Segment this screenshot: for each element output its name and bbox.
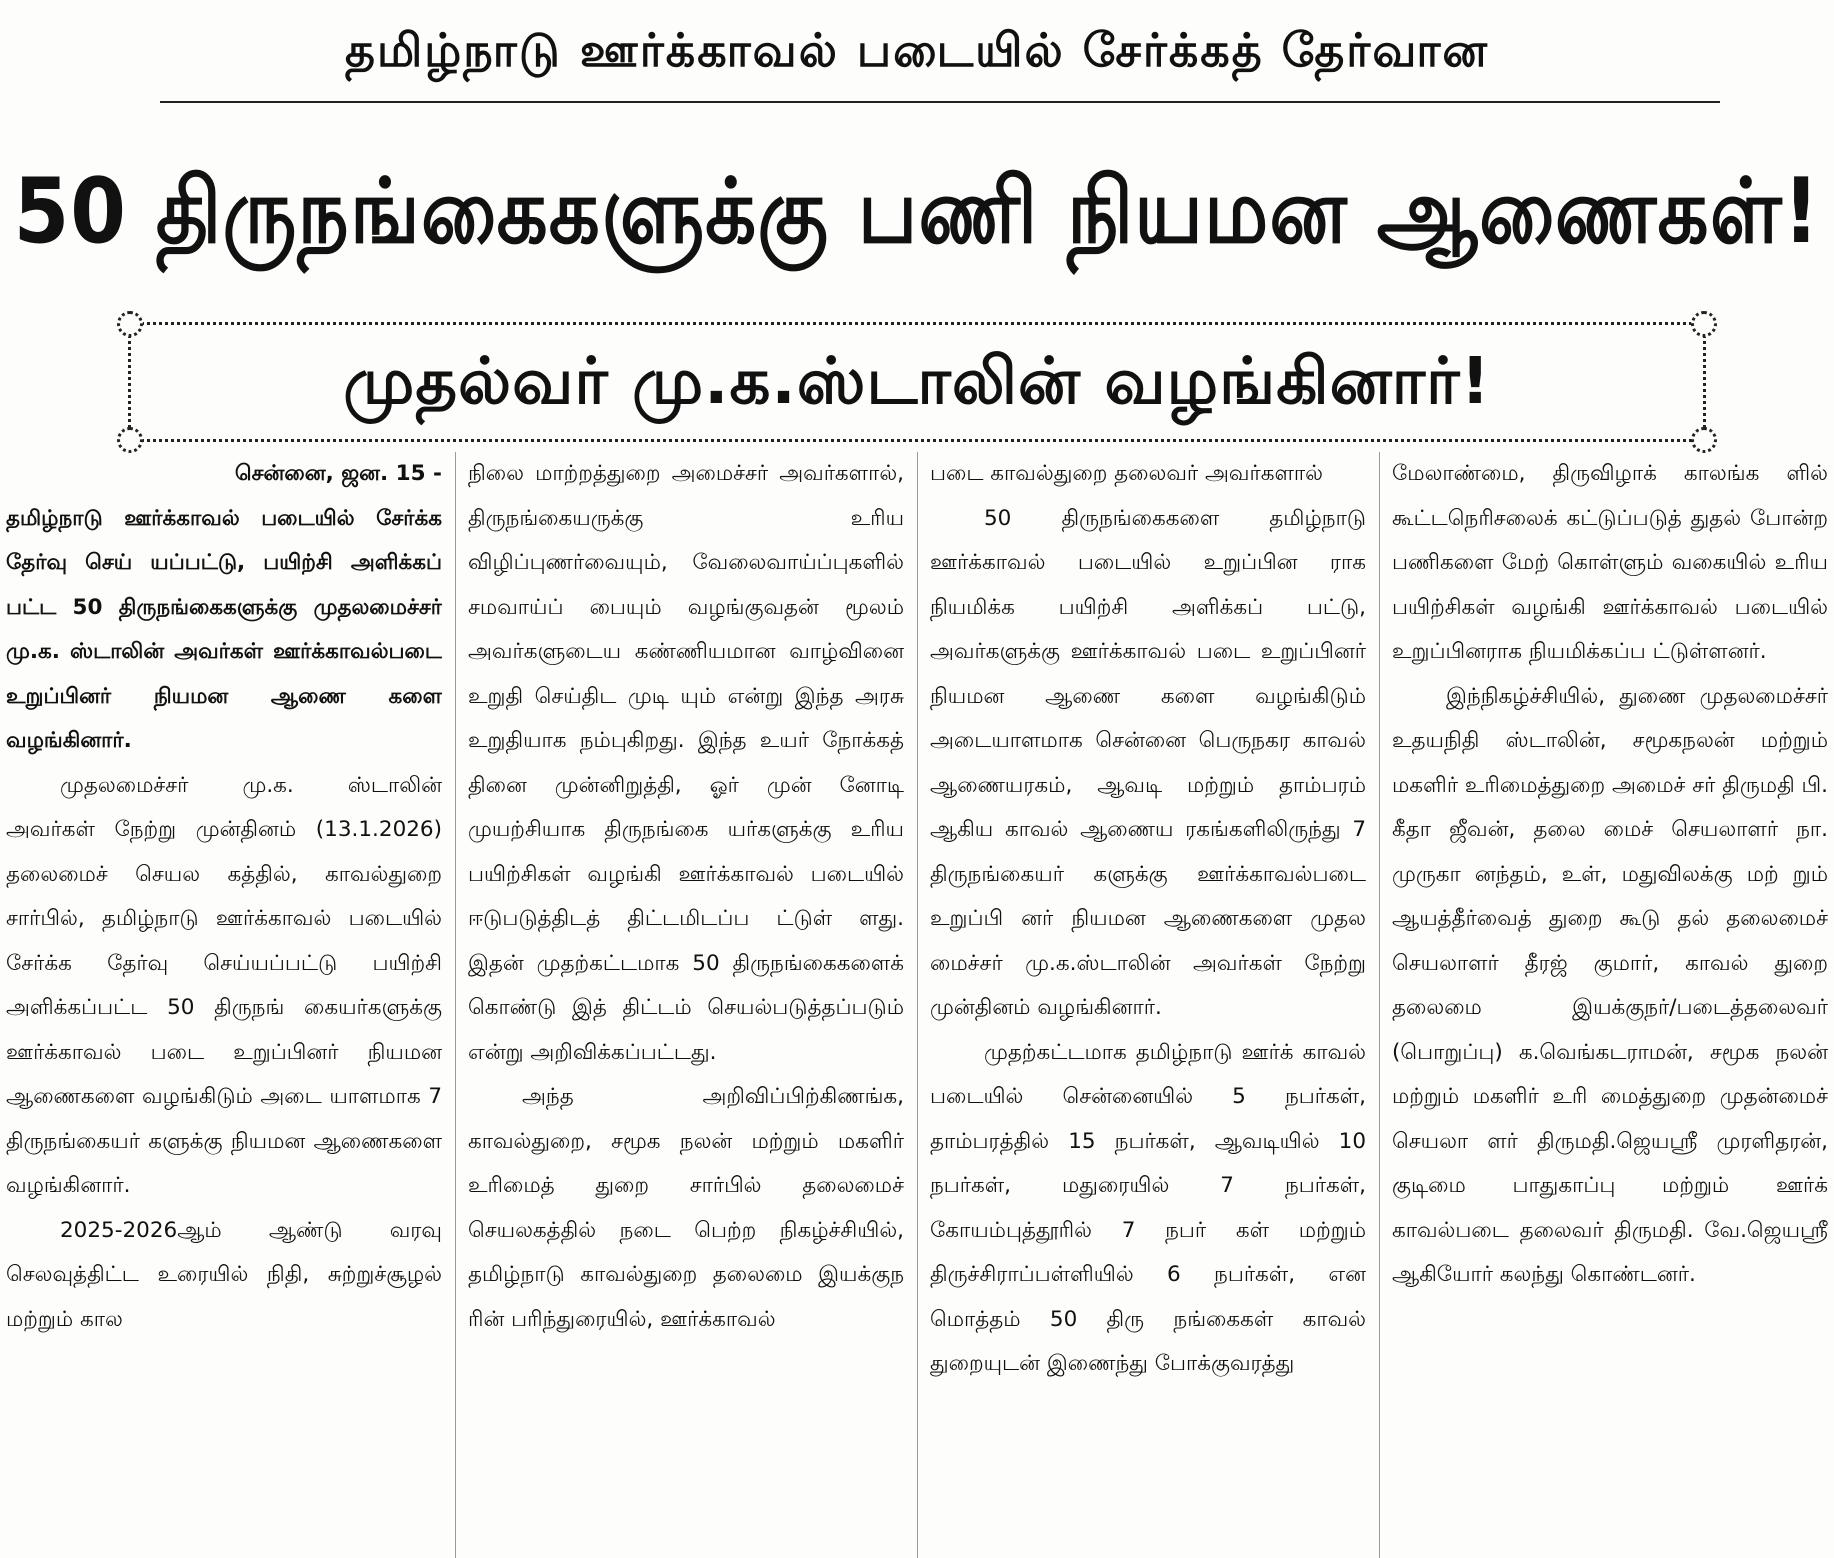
paragraph: இந்நிகழ்ச்சியில், துணை முதலமைச்சர் உதயநிதி ஸ்டாலின், சமூகநலன் மற்றும் மகளிர் உரிமைத்துறை அமைச் சர் திருமதி பி. கீதா ஜீவன், தலை மைச் செயலாளர் நா. முருகா னந்தம், உள், மதுவிலக்கு மற் றும் ஆயத்தீர்வைத் துறை கூடு தல் தலைமைச் செயலாளர் தீரஜ் குமார், காவல் துறை தலைமை இயக்குநர்/படைத்தலைவர் (பொறுப்பு) க.வெங்கடராமன், சமூக நலன் மற்றும் மகளிர் உரி மைத்துறை முதன்மைச் செயலா ளர் திருமதி.ஜெயஸ்ரீ முரளிதரன், குடிமை பாதுகாப்பு மற்றும் ஊர்க் காவல்படை தலைவர் திருமதி. வே.ஜெயஸ்ரீ ஆகியோர் கலந்து கொண்டனர்.: [1392, 683, 1828, 1287]
column-divider: [1379, 452, 1380, 1558]
ornament-corner-icon: [117, 427, 143, 453]
dateline: சென்னை, ஜன. 15 -: [234, 461, 442, 486]
ornament-corner-icon: [1691, 311, 1717, 337]
article-column-1: [6, 452, 442, 1558]
sub-headline-box: [128, 322, 1706, 442]
paragraph: படை காவல்துறை தலைவர் அவர்களால்: [930, 461, 1323, 486]
kicker-headline: தமிழ்நாடு ஊர்க்காவல் படையில் சேர்க்கத் தேர்வான: [344, 23, 1489, 77]
paragraph: 2025-2026ஆம் ஆண்டு வரவு செலவுத்திட்ட உரையில் நிதி, சுற்றுச்சூழல் மற்றும் கால: [6, 1217, 442, 1332]
column-divider: [917, 452, 918, 1558]
main-headline: 50 திருநங்கைகளுக்கு பணி நியமன ஆணைகள்!: [13, 159, 1821, 264]
article-column-3: [930, 452, 1366, 1558]
sub-headline: முதல்வர் மு.க.ஸ்டாலின் வழங்கினார்!: [343, 345, 1491, 419]
paragraph: அந்த அறிவிப்பிற்கிணங்க, காவல்துறை, சமூக நலன் மற்றும் மகளிர் உரிமைத் துறை சார்பில் தலைமைச் செயலகத்தில் நடை பெற்ற நிகழ்ச்சியில், தமிழ்நாடு காவல்துறை தலைமை இயக்குந ரின் பரிந்துரையில், ஊர்க்காவல்: [468, 1084, 904, 1332]
article-body: [6, 452, 1828, 1558]
ornament-corner-icon: [117, 311, 143, 337]
paragraph: முதலமைச்சர் மு.க. ஸ்டாலின் அவர்கள் நேற்று முன்தினம் (13.1.2026) தலைமைச் செயல கத்தில், காவல்துறை சார்பில், தமிழ்நாடு ஊர்க்காவல் படையில் சேர்க்க தேர்வு செய்யப்பட்டு பயிற்சி அளிக்கப்பட்ட 50 திருநங் கையர்களுக்கு ஊர்க்காவல் படை உறுப்பினர் நியமன ஆணைகளை வழங்கிடும் அடை யாளமாக 7 திருநங்கையர் களுக்கு நியமன ஆணைகளை வழங்கினார்.: [6, 772, 442, 1198]
ornament-corner-icon: [1691, 427, 1717, 453]
paragraph: நிலை மாற்றத்துறை அமைச்சர் அவர்களால், திருநங்கையருக்கு உரிய விழிப்புணர்வையும், வேலைவாய்ப்புகளில் சமவாய்ப் பையும் வழங்குவதன் மூலம் அவர்களுடைய கண்ணியமான வாழ்வினை உறுதி செய்திட முடி யும் என்று இந்த அரசு உறுதியாக நம்புகிறது. இந்த உயர் நோக்கத் தினை முன்னிறுத்தி, ஓர் முன் னோடி முயற்சியாக திருநங்கை யர்களுக்கு உரிய பயிற்சிகள் வழங்கி ஊர்க்காவல் படையில் ஈடுபடுத்திடத் திட்டமிடப்ப ட்டுள் ளது. இதன் முதற்கட்டமாக 50 திருநங்கைகளைக் கொண்டு இத் திட்டம் செயல்படுத்தப்படும் என்று அறிவிக்கப்பட்டது.: [468, 461, 904, 1065]
paragraph: முதற்கட்டமாக தமிழ்நாடு ஊர்க் காவல் படையில் சென்னையில் 5 நபர்கள், தாம்பரத்தில் 15 நபர்கள், ஆவடியில் 10 நபர்கள், மதுரையில் 7 நபர்கள், கோயம்புத்தூரில் 7 நபர் கள் மற்றும் திருச்சிராப்பள்ளியில் 6 நபர்கள், என மொத்தம் 50 திரு நங்கைகள் காவல் துறையுடன் இணைந்து போக்குவரத்து: [930, 1039, 1366, 1376]
paragraph: 50 திருநங்கைகளை தமிழ்நாடு ஊர்க்காவல் படையில் உறுப்பின ராக நியமிக்க பயிற்சி அளிக்கப் பட்டு, அவர்களுக்கு ஊர்க்காவல் படை உறுப்பினர் நியமன ஆணை களை வழங்கிடும் அடையாளமாக சென்னை பெருநகர காவல் ஆணையரகம், ஆவடி மற்றும் தாம்பரம் ஆகிய காவல் ஆணைய ரகங்களிலிருந்து 7 திருநங்கையர் களுக்கு ஊர்க்காவல்படை உறுப்பி னர் நியமன ஆணைகளை முதல மைச்சர் மு.க.ஸ்டாலின் அவர்கள் நேற்று முன்தினம் வழங்கினார்.: [930, 505, 1366, 1020]
lead-paragraph: தமிழ்நாடு ஊர்க்காவல் படையில் சேர்க்க தேர்வு செய் யப்பட்டு, பயிற்சி அளிக்கப் பட்ட 50 திருநங்கைகளுக்கு முதலமைச்சர் மு.க. ஸ்டாலின் அவர்கள் ஊர்க்காவல்படை உறுப்பினர் நியமன ஆணை களை வழங்கினார்.: [6, 505, 442, 753]
column-divider: [455, 452, 456, 1558]
article-column-2: [468, 452, 904, 1558]
paragraph: மேலாண்மை, திருவிழாக் காலங்க ளில் கூட்டநெரிசலைக் கட்டுப்படுத் துதல் போன்ற பணிகளை மேற் கொள்ளும் வகையில் உரிய பயிற்சிகள் வழங்கி ஊர்க்காவல் படையில் உறுப்பினராக நியமிக்கப்ப ட்டுள்ளனர்.: [1392, 461, 1828, 664]
kicker-divider: [160, 101, 1720, 103]
article-column-4: [1392, 452, 1828, 1558]
